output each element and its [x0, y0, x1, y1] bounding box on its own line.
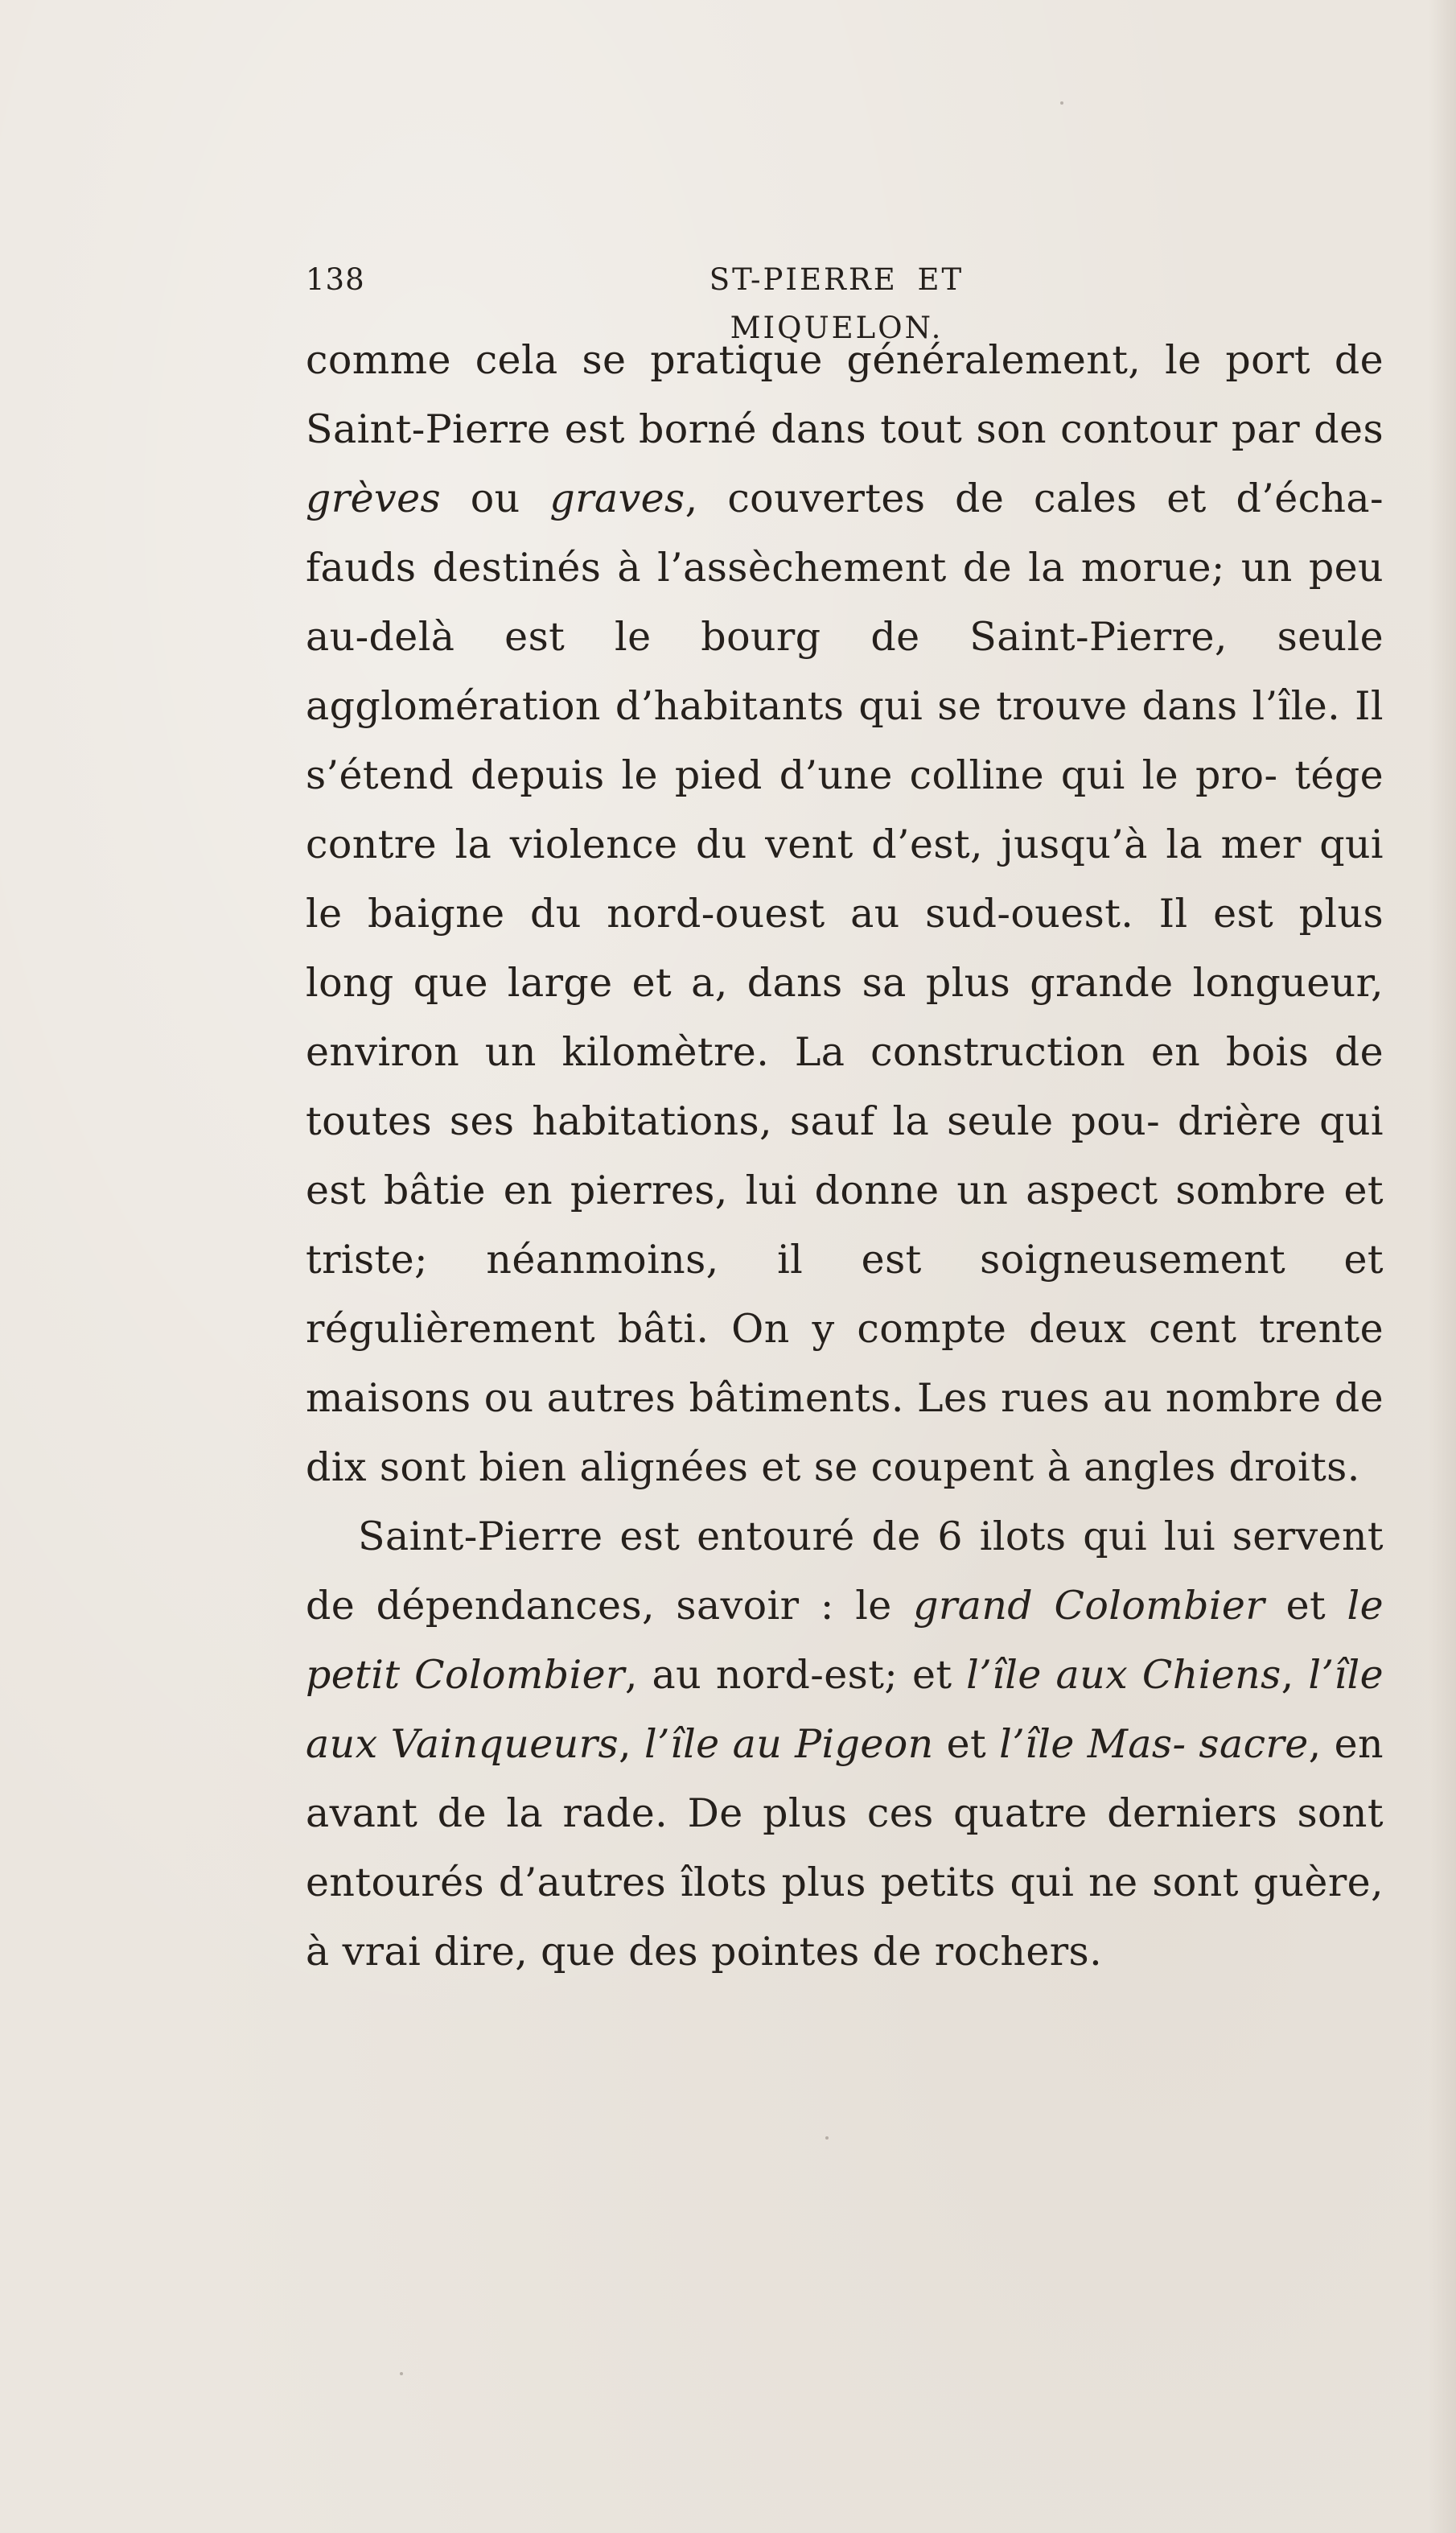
italic-text: sacre — [1199, 1721, 1309, 1767]
text-run: comme cela se pratique généralement, le port de — [306, 337, 1384, 383]
text-run: peu au-delà est le bourg de Saint-Pierre, seule — [306, 545, 1384, 660]
paragraph-2 — [306, 1502, 1384, 1987]
text-run: , en avant de la rade. De plus ces quatre — [306, 1721, 1384, 1836]
text-run: , couvertes de cales et d’écha- — [685, 476, 1384, 521]
text-run: et régulièrement bâti. On y compte deux cent — [306, 1237, 1384, 1352]
italic-text: l’île Mas- — [999, 1721, 1187, 1767]
text-run: de dépendances, savoir : le — [306, 1583, 914, 1629]
text-run: drière qui est bâtie en pierres, lui donne un aspect — [306, 1098, 1384, 1213]
text-run: , — [1281, 1652, 1294, 1698]
italic-text: l’île au Pigeon — [644, 1721, 934, 1767]
text-run: , au nord-est; et — [624, 1652, 967, 1698]
text-run: longueur, environ un kilomètre. La construction — [306, 960, 1384, 1075]
text-run: , — [619, 1721, 644, 1767]
text-run: agglomération d’habitants qui se trouve dans l’île. — [306, 683, 1341, 729]
text-run: mer qui le baigne du nord-ouest au sud-ouest. Il — [306, 822, 1384, 937]
paragraph-1 — [306, 326, 1384, 1502]
italic-text: grèves — [306, 476, 442, 521]
running-title: ST-PIERRE ET MIQUELON. — [709, 262, 964, 345]
paper-speck — [825, 2136, 829, 2140]
page-edge-shadow — [1429, 0, 1456, 2533]
text-run: sombre et triste; néanmoins, il est soigneusement — [306, 1168, 1384, 1283]
italic-text: l’île aux Vainqueurs — [306, 1652, 1384, 1767]
italic-text: petit Colombier — [306, 1652, 625, 1698]
text-run: fauds destinés à l’assèchement de la morue; un — [306, 545, 1293, 591]
body-text — [306, 326, 1384, 2120]
text-run: et — [1265, 1583, 1347, 1629]
text-run: trente maisons ou autres bâtiments. Les rues au — [306, 1306, 1384, 1421]
italic-text: le — [1347, 1583, 1384, 1629]
text-run: est plus long que large et a, dans sa plus grande — [306, 891, 1384, 1006]
paper-speck — [1060, 101, 1063, 105]
text-run: ne sont guère, à vrai dire, que des pointes de rochers. — [306, 1860, 1384, 1975]
text-run: Saint-Pierre est entouré de 6 ilots qui lui servent — [358, 1514, 1384, 1559]
text-run: nombre de dix sont bien alignées et se coupent à — [306, 1375, 1384, 1490]
text-run: ou — [441, 476, 550, 521]
text-run: Saint-Pierre est borné dans tout son contour par — [306, 406, 1301, 452]
text-run: en bois de toutes ses habitations, sauf la seule pou- — [306, 1029, 1384, 1144]
text-run: Il s’étend depuis le pied d’une colline qui le pro- — [306, 683, 1384, 798]
text-run: des — [1314, 406, 1384, 452]
italic-text: l’île aux Chiens — [966, 1652, 1281, 1698]
text-run: et — [933, 1721, 1000, 1767]
text-run: angles droits. — [1084, 1444, 1360, 1490]
text-run: derniers sont entourés d’autres îlots plus petits qui — [306, 1790, 1384, 1905]
page-number: 138 — [306, 262, 365, 297]
running-head — [306, 256, 1400, 345]
italic-text: grand Colombier — [913, 1583, 1265, 1629]
paper-speck — [400, 2372, 403, 2375]
italic-text: graves — [549, 476, 685, 521]
text-run: tége contre la violence du vent d’est, jusqu’à la — [306, 752, 1384, 867]
